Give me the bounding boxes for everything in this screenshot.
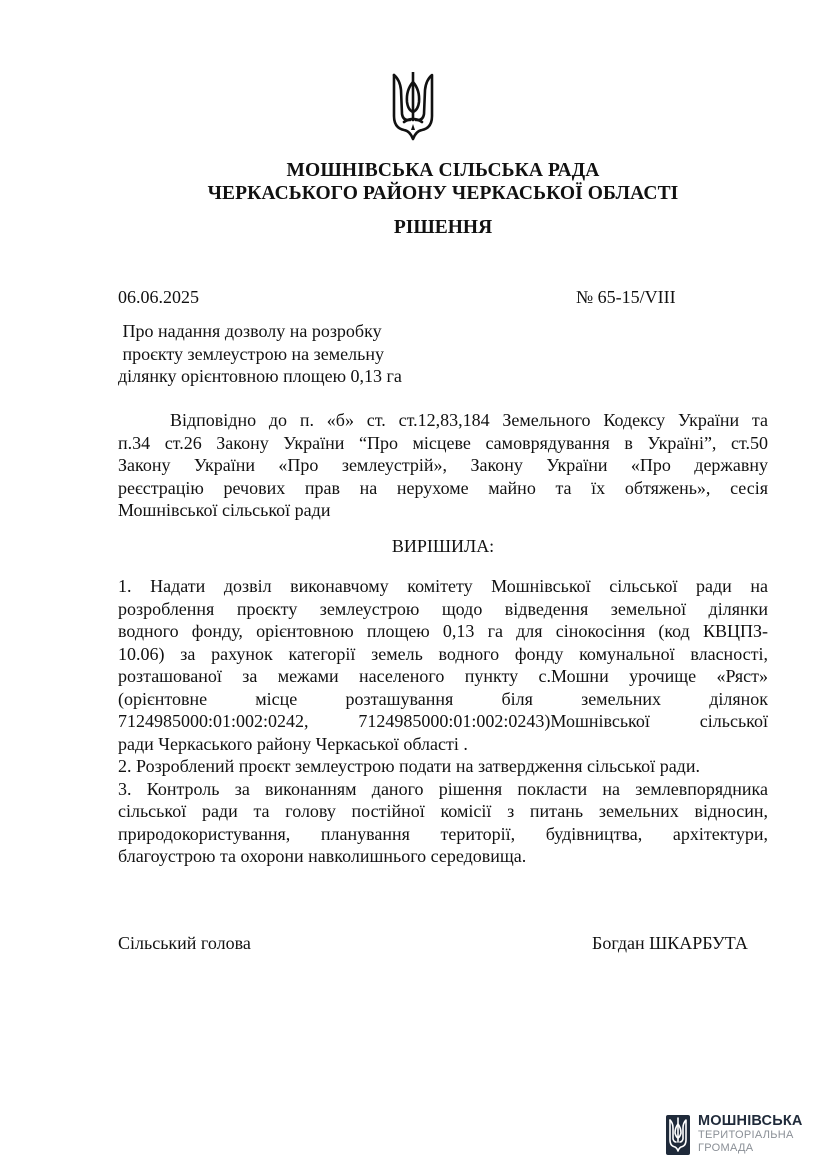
decision-items — [118, 575, 768, 868]
community-subtitle-2: ГРОМАДА — [698, 1142, 754, 1154]
item-line: ради Черкаського району Черкаської області . — [118, 733, 468, 754]
intro-line: Мошнівської сільської ради — [118, 500, 331, 520]
community-logo-text — [698, 1113, 803, 1155]
item-line: 7124985000:01:002:0242, 7124985000:01:002:0243)Мошнівської сільської — [118, 711, 768, 731]
item-line: розташованої за межами населеного пункту с.Мошни урочище «Ряст» — [118, 666, 768, 686]
item-line: 1. Надати дозвіл виконавчому комітету Мошнівської сільської ради на — [118, 576, 768, 596]
intro-line: п.34 ст.26 Закону України “Про місцеве самоврядування в Україні”, ст.50 — [118, 432, 768, 453]
trident-logo-icon — [666, 1115, 690, 1155]
item-line: (орієнтовне місце розташування біля земельних ділянок — [118, 688, 768, 709]
subject-line: Про надання дозволу на розробку — [118, 321, 382, 341]
decision-number: № 65-15/VIII — [576, 287, 676, 307]
decision-subject — [118, 320, 402, 388]
item-line: розроблення проєкту землеустрою щодо відведення земельної ділянки — [118, 598, 768, 619]
signer-title: Сільський голова — [118, 933, 251, 953]
community-name: МОШНІВСЬКА — [698, 1113, 803, 1129]
intro-line: реєстрацію речових прав на нерухоме майно та їх обтяжень», сесія — [118, 477, 768, 498]
item-line: 3. Контроль за виконанням даного рішення покласти на землевпорядника — [118, 778, 768, 799]
intro-line: Відповідно до п. «б» ст. ст.12,83,184 Земельного Кодексу України та — [170, 410, 768, 430]
signer-name: Богдан ШКАРБУТА — [592, 933, 748, 953]
item-line: 10.06) за рахунок категорії земель водного фонду комунальної власності, — [118, 643, 768, 664]
subject-line: проєкту землеустрою на земельну — [118, 343, 384, 364]
decision-date: 06.06.2025 — [118, 287, 199, 307]
intro-paragraph — [118, 409, 768, 522]
community-subtitle-1: ТЕРИТОРІАЛЬНА — [698, 1129, 794, 1141]
document-type: РІШЕННЯ — [393, 217, 493, 238]
item-line: природокористування, планування території, будівництва, архітектури, — [118, 823, 768, 844]
item-line: сільської ради та голову постійної комісії з питань земельних відносин, — [118, 801, 768, 821]
trident-icon — [390, 72, 436, 144]
council-name-line2: ЧЕРКАСЬКОГО РАЙОНУ ЧЕРКАСЬКОЇ ОБЛАСТІ — [207, 183, 679, 204]
subject-line: ділянку орієнтовною площею 0,13 га — [118, 366, 402, 386]
council-name-line1: МОШНІВСЬКА СІЛЬСЬКА РАДА — [286, 160, 600, 181]
item-line: водного фонду, орієнтовною площею 0,13 га для сінокосіння (код КВЦПЗ- — [118, 621, 768, 641]
item-line: 2. Розроблений проєкт землеустрою подати на затвердження сільської ради. — [118, 756, 700, 776]
resolved-heading: ВИРІШИЛА: — [391, 536, 495, 556]
intro-line: Закону України «Про землеустрій», Закону України «Про державну — [118, 455, 768, 475]
item-line: благоустрою та охорони навколишнього середовища. — [118, 846, 527, 866]
